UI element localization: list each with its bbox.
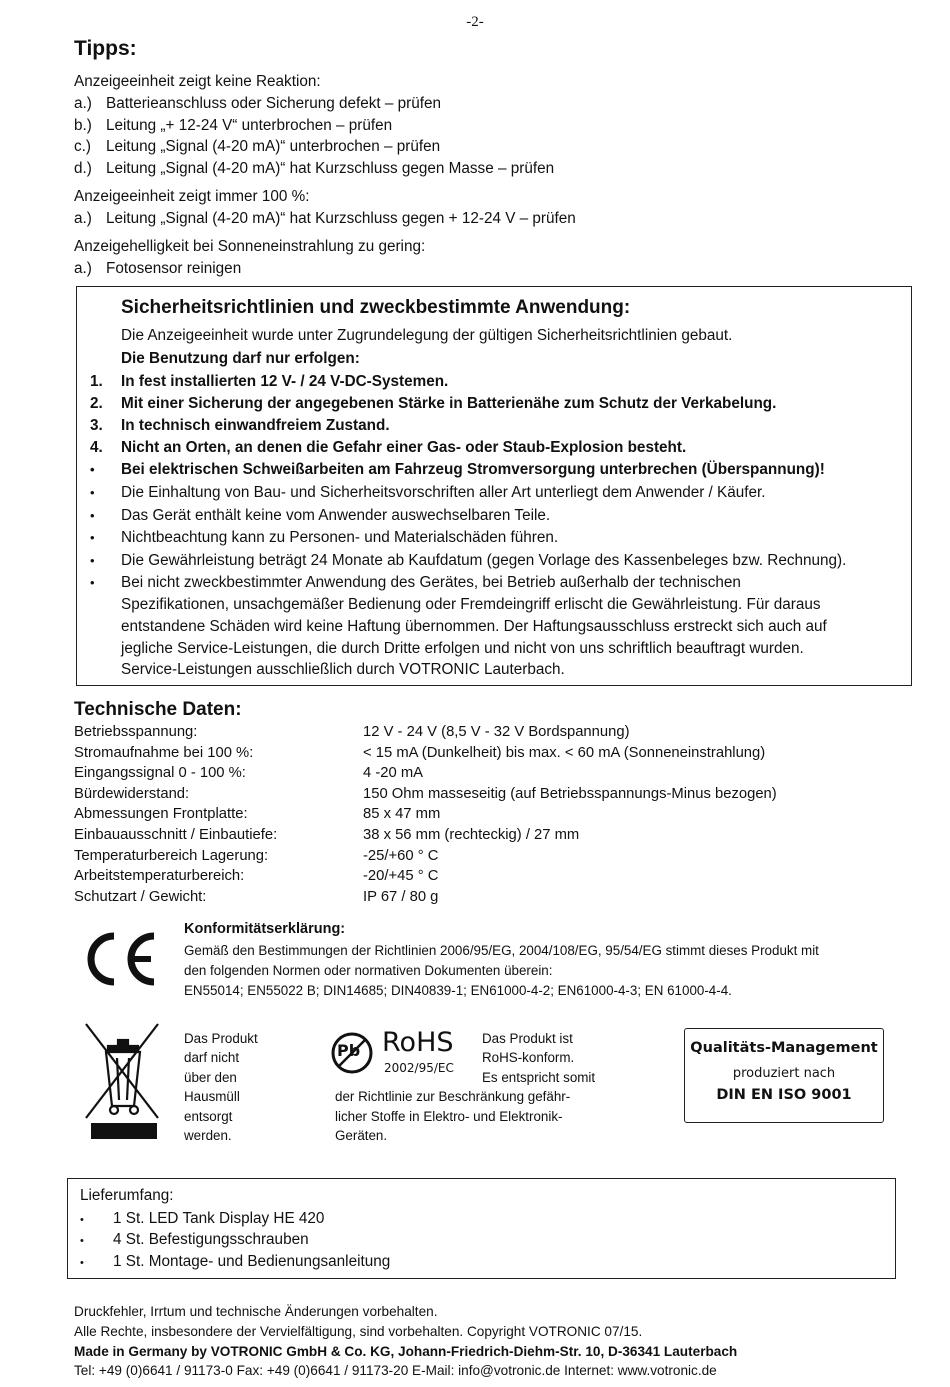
rohs-pb-text: Pb	[337, 1041, 361, 1060]
tech-value: < 15 mA (Dunkelheit) bis max. < 60 mA (Sonneneinstrahlung)	[363, 745, 766, 761]
conformity-title: Konformitätserklärung:	[184, 921, 346, 937]
tech-label: Betriebsspannung:	[74, 724, 198, 740]
tips-item: c.) Leitung „Signal (4-20 mA)“ unterbrochen – prüfen	[74, 138, 441, 155]
ce-mark-icon	[80, 930, 160, 988]
safety-bullet-bold: • Bei elektrischen Schweißarbeiten am Fahrzeug Stromversorgung unterbrechen (Überspannung)!	[90, 461, 825, 478]
safety-bullet: • Die Gewährleistung beträgt 24 Monate ab Kaufdatum (gegen Vorlage des Kassenbeleges bzw. Rechnung).	[90, 552, 847, 569]
footer-company: Made in Germany by VOTRONIC GmbH & Co. KG, Johann-Friedrich-Diehm-Str. 10, D-36341 Lauterbach	[74, 1344, 738, 1359]
rohs-line: Es entspricht somit	[482, 1070, 596, 1085]
tips-item: a.) Leitung „Signal (4-20 mA)“ hat Kurzschluss gegen + 12-24 V – prüfen	[74, 210, 576, 227]
tips-item: b.) Leitung „+ 12-24 V“ unterbrochen – prüfen	[74, 117, 393, 134]
safety-numbered-item: 1. In fest installierten 12 V- / 24 V-DC-Systemen.	[90, 373, 449, 390]
rohs-line: der Richtlinie zur Beschränkung gefähr-	[335, 1089, 571, 1104]
rohs-line: Das Produkt ist	[482, 1031, 573, 1046]
disposal-line: über den	[184, 1070, 237, 1085]
quality-badge	[684, 1028, 884, 1123]
tech-label: Einbauausschnitt / Einbautiefe:	[74, 827, 278, 843]
bullet-icon: •	[90, 508, 95, 523]
bullet-icon: •	[80, 1214, 84, 1226]
safety-numbered-item: 4. Nicht an Orten, an denen die Gefahr einer Gas- oder Staub-Explosion besteht.	[90, 439, 687, 456]
tips-item: a.) Batterieanschluss oder Sicherung defekt – prüfen	[74, 95, 442, 112]
rohs-line: licher Stoffe in Elektro- und Elektronik-	[335, 1109, 563, 1124]
disposal-line: werden.	[184, 1128, 232, 1143]
disposal-line: entsorgt	[184, 1109, 233, 1124]
safety-bullet: • Nichtbeachtung kann zu Personen- und Materialschäden führen.	[90, 529, 559, 546]
disposal-line: Das Produkt	[184, 1031, 258, 1046]
disposal-line: darf nicht	[184, 1050, 240, 1065]
tips-title: Tipps:	[74, 37, 137, 60]
rohs-logo	[330, 1029, 470, 1079]
safety-usage-heading: Die Benutzung darf nur erfolgen:	[121, 350, 360, 367]
safety-bullet-continuation: jegliche Service-Leistungen, die durch Dritte erfolgen und nicht von uns schriftlich beauftragt wurden.	[121, 640, 804, 657]
tech-value: -20/+45 ° C	[363, 868, 439, 884]
conformity-line: den folgenden Normen oder normativen Dokumenten überein:	[184, 963, 553, 978]
safety-title: Sicherheitsrichtlinien und zweckbestimmte Anwendung:	[121, 297, 631, 318]
tech-label: Temperaturbereich Lagerung:	[74, 848, 269, 864]
quality-norm: DIN EN ISO 9001	[716, 1087, 852, 1103]
bullet-icon: •	[80, 1257, 84, 1269]
safety-bullet-continuation: entstandene Schäden wird keine Haftung übernommen. Der Haftungsausschluss erstreckt sich auch auf	[121, 618, 827, 635]
quality-sub: produziert nach	[732, 1066, 836, 1081]
conformity-line: Gemäß den Bestimmungen der Richtlinien 2006/95/EG, 2004/108/EG, 95/54/EG stimmt dieses Produkt mit	[184, 943, 819, 958]
page-number: -2-	[466, 14, 484, 30]
bullet-icon: •	[80, 1235, 84, 1247]
tips-item: a.) Fotosensor reinigen	[74, 260, 242, 277]
safety-bullet: • Bei nicht zweckbestimmter Anwendung des Gerätes, bei Betrieb außerhalb der technischen	[90, 574, 741, 591]
footer-contact: Tel: +49 (0)6641 / 91173-0 Fax: +49 (0)6641 / 91173-20 E-Mail: info@votronic.de Internet: www.votronic.de	[74, 1363, 717, 1378]
tech-label: Schutzart / Gewicht:	[74, 889, 207, 905]
safety-intro: Die Anzeigeeinheit wurde unter Zugrundelegung der gültigen Sicherheitsrichtlinien gebaut.	[121, 327, 733, 344]
tech-label: Eingangssignal 0 - 100 %:	[74, 765, 246, 781]
safety-bullet-continuation: Service-Leistungen ausschließlich durch VOTRONIC Lauterbach.	[121, 661, 565, 678]
bullet-icon: •	[90, 462, 95, 477]
delivery-item: • 4 St. Befestigungsschrauben	[80, 1231, 309, 1248]
tech-value: 85 x 47 mm	[363, 806, 441, 822]
tech-value: 12 V - 24 V (8,5 V - 32 V Bordspannung)	[363, 724, 630, 740]
bullet-icon: •	[90, 575, 95, 590]
footer-disclaimer: Druckfehler, Irrtum und technische Änderungen vorbehalten.	[74, 1304, 438, 1319]
tips-group-heading: Anzeigeeinheit zeigt keine Reaktion:	[74, 73, 321, 90]
tech-label: Bürdewiderstand:	[74, 786, 190, 802]
safety-numbered-item: 2. Mit einer Sicherung der angegebenen Stärke in Batterienähe zum Schutz der Verkabelung.	[90, 395, 777, 412]
tips-group-heading: Anzeigehelligkeit bei Sonneneinstrahlung zu gering:	[74, 238, 426, 255]
tech-value: 150 Ohm masseseitig (auf Betriebsspannungs-Minus bezogen)	[363, 786, 777, 802]
tech-title: Technische Daten:	[74, 699, 242, 720]
rohs-line: Geräten.	[335, 1128, 388, 1143]
bullet-icon: •	[90, 530, 95, 545]
rohs-logo-sub: 2002/95/EC	[384, 1061, 454, 1075]
delivery-item: • 1 St. Montage- und Bedienungsanleitung	[80, 1253, 391, 1270]
disposal-line: Hausmüll	[184, 1089, 240, 1104]
rohs-line: RoHS-konform.	[482, 1050, 575, 1065]
bullet-icon: •	[90, 553, 95, 568]
crossed-out-bin-icon	[82, 1022, 162, 1142]
bullet-icon: •	[90, 485, 95, 500]
tech-value: IP 67 / 80 g	[363, 889, 439, 905]
conformity-line: EN55014; EN55022 B; DIN14685; DIN40839-1; EN61000-4-2; EN61000-4-3; EN 61000-4-4.	[184, 983, 732, 998]
delivery-item: • 1 St. LED Tank Display HE 420	[80, 1210, 325, 1227]
delivery-title: Lieferumfang:	[80, 1187, 174, 1204]
safety-bullet-continuation: Spezifikationen, unsachgemäßer Bedienung oder Fremdeingriff erlischt die Gewährleistung. Für daraus	[121, 596, 821, 613]
safety-bullet: • Das Gerät enthält keine vom Anwender auswechselbaren Teile.	[90, 507, 551, 524]
footer-copyright: Alle Rechte, insbesondere der Vervielfältigung, sind vorbehalten. Copyright VOTRONIC 07/15.	[74, 1324, 643, 1339]
tech-label: Arbeitstemperaturbereich:	[74, 868, 245, 884]
tech-label: Abmessungen Frontplatte:	[74, 806, 248, 822]
tech-value: 38 x 56 mm (rechteckig) / 27 mm	[363, 827, 580, 843]
safety-bullet: • Die Einhaltung von Bau- und Sicherheitsvorschriften aller Art unterliegt dem Anwender / Käufer.	[90, 484, 766, 501]
tips-item: d.) Leitung „Signal (4-20 mA)“ hat Kurzschluss gegen Masse – prüfen	[74, 160, 555, 177]
tech-label: Stromaufnahme bei 100 %:	[74, 745, 254, 761]
tips-group-heading: Anzeigeeinheit zeigt immer 100 %:	[74, 188, 310, 205]
rohs-logo-text: RoHS	[382, 1027, 454, 1058]
tech-value: 4 -20 mA	[363, 765, 424, 781]
quality-title: Qualitäts-Management	[690, 1040, 878, 1056]
safety-numbered-item: 3. In technisch einwandfreiem Zustand.	[90, 417, 390, 434]
tech-value: -25/+60 ° C	[363, 848, 439, 864]
